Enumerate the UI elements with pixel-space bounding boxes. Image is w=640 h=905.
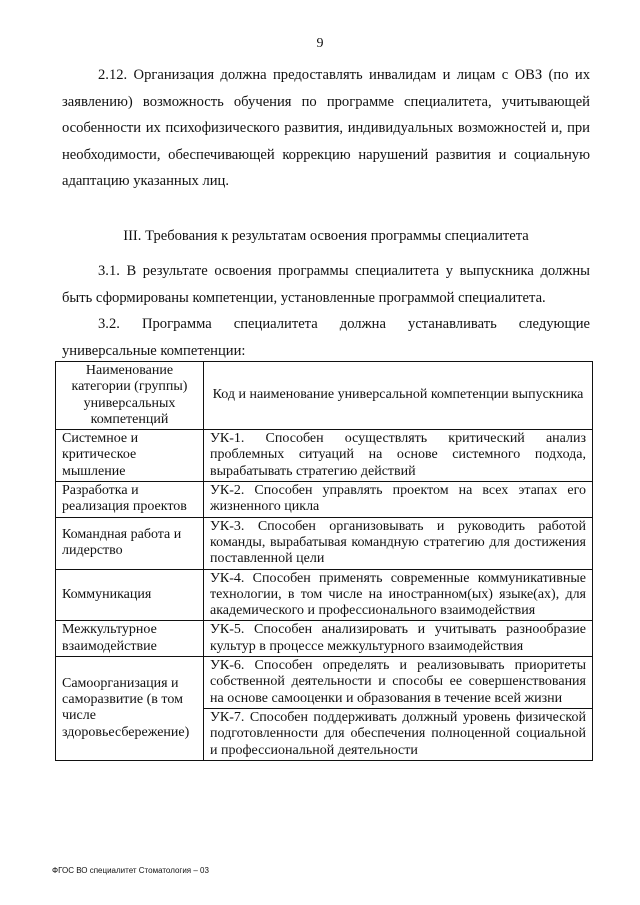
table-row [56,517,593,569]
category-cell: Самоорганизация и саморазвитие (в том числе здоровьесбережение) [56,657,204,761]
competence-cell: УК-2. Способен управлять проектом на всех этапах его жизненного цикла [204,482,593,518]
competence-cell: УК-5. Способен анализировать и учитывать разнообразие культур в процессе межкультурного взаимодействия [204,621,593,657]
competence-cell: УК-6. Способен определять и реализовывать приоритеты собственной деятельности и способы ее совершенствования на основе самооценки и образования в течение всей жизни [210,658,586,706]
competence-cell: УК-3. Способен организовывать и руководить работой команды, вырабатывая командную стратегию для достижения поставленной цели [204,517,593,569]
section-heading: III. Требования к результатам освоения программы специалитета [123,228,529,244]
header-category: Наименование категории (группы) универсальных компетенций [56,362,204,430]
table-row [56,482,593,518]
table-header-row [56,362,593,430]
header-competence: Код и наименование универсальной компетенции выпускника [204,362,593,430]
category-cell: Системное и критическое мышление [56,430,204,482]
competence-cell: УК-1. Способен осуществлять критический анализ проблемных ситуаций на основе системного подхода, вырабатывать стратегию действий [204,430,593,482]
paragraph-3-2: 3.2. Программа специалитета должна устанавливать следующие универсальные компетенции: [62,316,590,359]
paragraph-3-1: 3.1. В результате освоения программы специалитета у выпускника должны быть сформированы компетенции, установленные программой специалитета. [62,263,590,306]
table-row [56,569,593,621]
competencies-table [55,361,593,761]
page-number: 9 [316,36,324,51]
category-cell: Командная работа и лидерство [56,517,204,569]
footer-text: ФГОС ВО специалитет Стоматология – 03 [52,866,209,875]
table-row [56,657,593,761]
category-cell: Разработка и реализация проектов [56,482,204,518]
competence-cell: УК-7. Способен поддерживать должный уровень физической подготовленности для обеспечения полноценной социальной и профессиональной деятельности [204,708,592,760]
competence-cell-group [204,657,593,761]
category-cell: Коммуникация [56,569,204,621]
paragraph-2-12: 2.12. Организация должна предоставлять инвалидам и лицам с ОВЗ (по их заявлению) возможность обучения по программе специалитета, учитывающей особенности их психофизического развития, индивидуальных возможностей и, при необходимости, обеспечивающей коррекцию нарушений развития и социальную адаптацию указанных лиц. [62,67,590,189]
table-row [56,621,593,657]
competence-cell: УК-4. Способен применять современные коммуникативные технологии, в том числе на иностранном(ых) языке(ах), для академического и профессионального взаимодействия [204,569,593,621]
category-cell: Межкультурное взаимодействие [56,621,204,657]
table-row [56,430,593,482]
